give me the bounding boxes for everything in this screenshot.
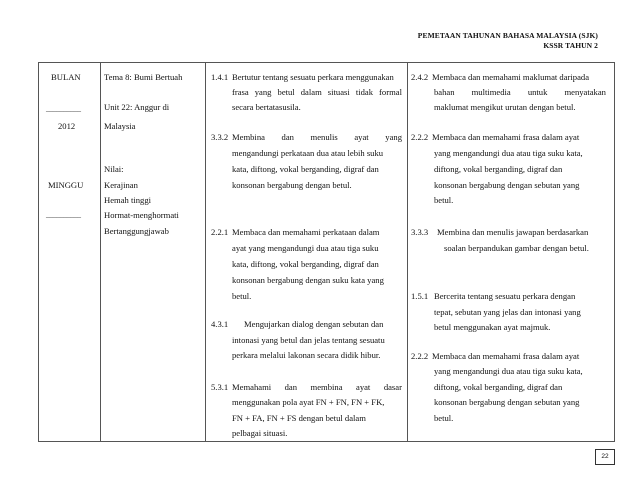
standard-text: Mengujarkan dialog dengan sebutan dan bbox=[244, 319, 384, 329]
standard-text: konsonan bergabung dengan betul. bbox=[232, 180, 352, 190]
value-item: Hormat-menghormati bbox=[104, 210, 179, 220]
standard-text: konsonan bergabung dengan sebutan yang bbox=[434, 397, 580, 407]
standard-number: 1.5.1 bbox=[411, 291, 429, 301]
standard-text: yang mengandungi dua atau tiga suku kata, bbox=[434, 366, 583, 376]
standard-text: FN + FA, FN + FS dengan betul dalam bbox=[232, 413, 366, 423]
value-item: Bertanggungjawab bbox=[104, 226, 169, 236]
standard-text: ayat yang mengandungi dua atau tiga suku bbox=[232, 243, 379, 253]
standard-text: diftong, vokal berganding, digraf dan bbox=[434, 164, 563, 174]
page-number: 22 bbox=[595, 449, 615, 465]
standard-number: 3.3.3 bbox=[411, 227, 429, 237]
yearly-plan-table bbox=[38, 62, 615, 442]
standard-text-justified: frasa yang betul dalam situasi tidak formal bbox=[232, 87, 402, 97]
column-divider bbox=[100, 63, 101, 441]
standard-text: Bertutur tentang sesuatu perkara menggunakan bbox=[232, 72, 394, 82]
standard-number: 2.2.2 bbox=[411, 132, 429, 142]
standard-number: 2.2.1 bbox=[211, 227, 229, 237]
standard-text: pelbagai situasi. bbox=[232, 428, 288, 438]
standard-text: Membaca dan memahami frasa dalam ayat bbox=[432, 351, 580, 361]
values-heading: Nilai: bbox=[104, 164, 124, 174]
year-label: 2012 bbox=[58, 121, 76, 131]
standard-text: menggunakan pola ayat FN + FN, FN + FK, bbox=[232, 397, 385, 407]
standard-text: diftong, vokal berganding, digraf dan bbox=[434, 382, 563, 392]
standard-number: 3.3.2 bbox=[211, 132, 229, 142]
value-item: Hemah tinggi bbox=[104, 195, 152, 205]
standard-text: konsonan bergabung dengan sebutan yang bbox=[434, 180, 580, 190]
week-blank: __________ bbox=[46, 211, 81, 219]
standard-text: tepat, sebutan yang jelas dan intonasi yang bbox=[434, 307, 581, 317]
standard-number: 4.3.1 bbox=[211, 319, 229, 329]
standard-number: 5.3.1 bbox=[211, 382, 229, 392]
theme-title: Tema 8: Bumi Bertuah bbox=[104, 72, 183, 82]
standard-text: intonasi yang betul dan jelas tentang sesuatu bbox=[232, 335, 385, 345]
document-title: PEMETAAN TAHUNAN BAHASA MALAYSIA (SJK) bbox=[417, 31, 598, 40]
standard-text: betul menggunakan ayat majmuk. bbox=[434, 322, 551, 332]
standard-text: Membaca dan memahami maklumat daripada bbox=[432, 72, 590, 82]
unit-title: Malaysia bbox=[104, 121, 136, 131]
month-blank: __________ bbox=[46, 105, 81, 113]
standard-text: betul. bbox=[232, 291, 252, 301]
standard-text: soalan berpandukan gambar dengan betul. bbox=[444, 243, 589, 253]
column-divider bbox=[407, 63, 408, 441]
standard-text: secara bertatasusila. bbox=[232, 102, 301, 112]
standard-text: maklumat mengikut urutan dengan betul. bbox=[434, 102, 576, 112]
month-label: BULAN bbox=[51, 72, 81, 82]
standard-number: 2.4.2 bbox=[411, 72, 429, 82]
value-item: Kerajinan bbox=[104, 180, 138, 190]
standard-text: perkara melalui lakonan secara didik hibur. bbox=[232, 350, 381, 360]
standard-text: Membaca dan memahami perkataan dalam bbox=[232, 227, 380, 237]
standard-text: betul. bbox=[434, 195, 454, 205]
standard-text: Bercerita tentang sesuatu perkara dengan bbox=[434, 291, 576, 301]
standard-text-justified: Membina dan menulis ayat yang bbox=[232, 132, 402, 142]
standard-text: kata, diftong, vokal berganding, digraf dan bbox=[232, 259, 379, 269]
standard-text-justified: Memahami dan membina ayat dasar bbox=[232, 382, 402, 392]
standard-text: yang mengandungi dua atau tiga suku kata, bbox=[434, 148, 583, 158]
unit-title: Unit 22: Anggur di bbox=[104, 102, 170, 112]
standard-text: Membaca dan memahami frasa dalam ayat bbox=[432, 132, 580, 142]
standard-number: 1.4.1 bbox=[211, 72, 229, 82]
standard-text: betul. bbox=[434, 413, 454, 423]
standard-text: Membina dan menulis jawapan berdasarkan bbox=[437, 227, 589, 237]
standard-text: konsonan bergabung dengan suku kata yang bbox=[232, 275, 384, 285]
standard-text-justified: bahan multimedia untuk menyatakan bbox=[434, 87, 606, 97]
standard-number: 2.2.2 bbox=[411, 351, 429, 361]
standard-text: kata, diftong, vokal berganding, digraf dan bbox=[232, 164, 379, 174]
standard-text: mengandungi perkataan dua atau lebih suku bbox=[232, 148, 384, 158]
week-label: MINGGU bbox=[48, 180, 84, 190]
column-divider bbox=[205, 63, 206, 441]
document-subtitle: KSSR TAHUN 2 bbox=[543, 41, 598, 50]
